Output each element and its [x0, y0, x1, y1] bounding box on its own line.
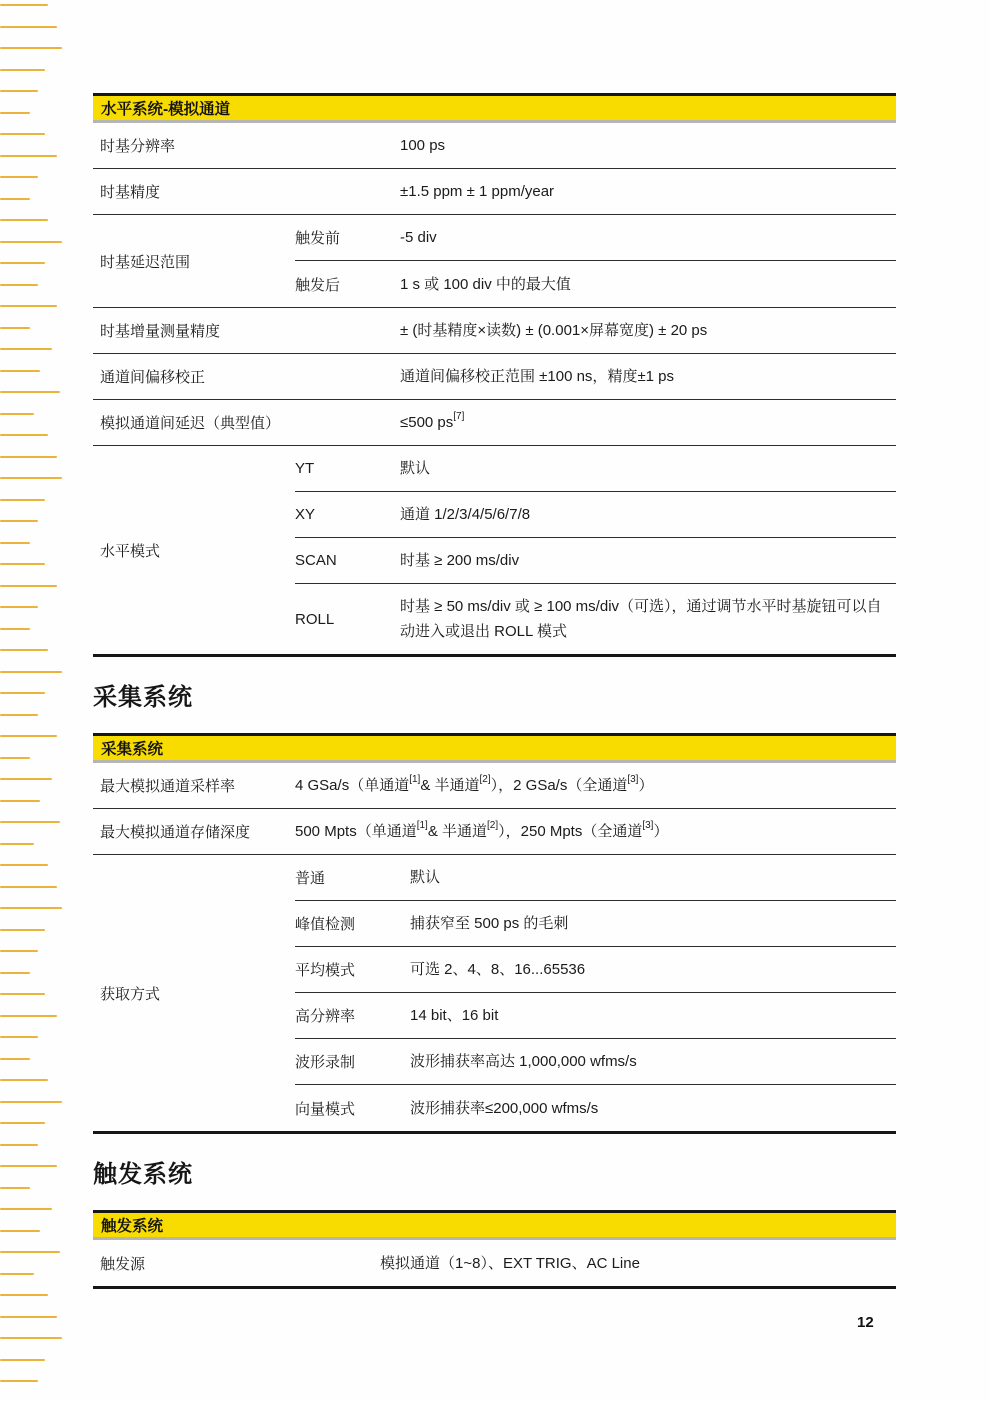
decor-line — [0, 47, 62, 49]
decor-line — [0, 671, 62, 673]
value-text: & 半通道 — [420, 777, 480, 794]
table-row — [93, 1240, 896, 1286]
section-title-trigger: 触发系统 — [93, 1161, 193, 1188]
subrow-value: -5 div — [400, 229, 437, 246]
decor-line — [0, 929, 45, 931]
row-label: 时基延迟范围 — [100, 253, 191, 271]
table-subrow — [295, 1085, 896, 1131]
table-header-label: 水平系统-模拟通道 — [101, 101, 231, 118]
table-header-bar — [93, 96, 896, 123]
subrow-value: 默认 — [410, 869, 441, 886]
table-row — [93, 855, 896, 1131]
row-label: 通道间偏移校正 — [100, 369, 206, 386]
page-content — [93, 93, 896, 1289]
value-text: ） — [653, 823, 669, 840]
decor-line — [0, 563, 45, 565]
decor-line — [0, 327, 30, 329]
decor-line — [0, 241, 62, 243]
left-decor-lines — [0, 0, 80, 1401]
table-subrow — [295, 901, 896, 947]
decor-line — [0, 714, 38, 716]
decor-line — [0, 499, 45, 501]
table-subrow — [295, 215, 896, 261]
decor-line — [0, 800, 40, 802]
decor-line — [0, 133, 45, 135]
decor-line — [0, 1101, 62, 1103]
subrow-label: 高分辨率 — [295, 1008, 356, 1025]
row-value: ± (时基精度×读数) ± (0.001×屏幕宽度) ± 20 ps — [400, 322, 708, 339]
decor-line — [0, 778, 52, 780]
table-acquisition-system — [93, 733, 896, 1134]
decor-line — [0, 90, 38, 92]
subrow-value: 时基 ≥ 200 ms/div — [400, 552, 520, 569]
decor-line — [0, 4, 48, 6]
decor-line — [0, 520, 38, 522]
subrow-label: XY — [295, 506, 316, 523]
decor-line — [0, 1165, 57, 1167]
decor-line — [0, 219, 48, 221]
subrow-label: 触发后 — [295, 276, 341, 294]
decor-line — [0, 1294, 48, 1296]
subrow-value: 波形捕获率高达 1,000,000 wfms/s — [410, 1053, 637, 1070]
row-label: 时基增量测量精度 — [100, 323, 221, 340]
subrow-label: 平均模式 — [295, 962, 356, 979]
table-subrow — [295, 446, 896, 492]
decor-line — [0, 585, 57, 587]
table-row — [93, 446, 896, 654]
decor-line — [0, 542, 30, 544]
subrow-label: 波形录制 — [295, 1054, 356, 1071]
decor-line — [0, 477, 62, 479]
decor-line — [0, 1359, 45, 1361]
row-label: 时基精度 — [100, 184, 161, 201]
decor-line — [0, 1079, 48, 1081]
table-subrow — [295, 261, 896, 307]
decor-line — [0, 176, 38, 178]
decor-line — [0, 606, 38, 608]
table-row — [93, 123, 896, 169]
decor-line — [0, 413, 34, 415]
decor-line — [0, 864, 48, 866]
table-subrow — [295, 492, 896, 538]
row-value: 通道间偏移校正范围 ±100 ns，精度±1 ps — [400, 368, 675, 385]
table-header-label: 采集系统 — [101, 741, 164, 758]
decor-line — [0, 886, 57, 888]
table-header-bar — [93, 736, 896, 763]
decor-line — [0, 1316, 57, 1318]
page-number: 12 — [857, 1314, 874, 1331]
subrow-value: 通道 1/2/3/4/5/6/7/8 — [400, 506, 531, 523]
row-label: 触发源 — [100, 1255, 146, 1273]
decor-line — [0, 26, 57, 28]
decor-line — [0, 1122, 45, 1124]
row-label: 最大模拟通道采样率 — [100, 778, 236, 795]
row-value: 100 ps — [400, 137, 446, 154]
subrow-label: YT — [295, 460, 315, 477]
table-subrow — [295, 993, 896, 1039]
row-label: 获取方式 — [100, 985, 161, 1003]
subrow-value: 波形捕获率≤200,000 wfms/s — [410, 1099, 599, 1117]
decor-line — [0, 972, 30, 974]
table-row — [93, 809, 896, 855]
subrow-group — [295, 215, 896, 307]
row-value: 模拟通道（1~8）、EXT TRIG、AC Line — [380, 1254, 640, 1272]
subrow-group — [295, 446, 896, 654]
decor-line — [0, 1230, 40, 1232]
decor-line — [0, 821, 60, 823]
decor-line — [0, 649, 48, 651]
decor-line — [0, 843, 34, 845]
row-value: ±1.5 ppm ± 1 ppm/year — [400, 183, 555, 200]
table-subrow — [295, 947, 896, 993]
table-trigger-system — [93, 1210, 896, 1289]
decor-line — [0, 262, 45, 264]
table-row — [93, 215, 896, 308]
value-text: 4 GSa/s（单通道 — [295, 777, 410, 794]
subrow-value: 时基 ≥ 50 ms/div 或 ≥ 100 ms/div（可选），通过调节水平时基旋钮可以自动进入或退出 ROLL 模式 — [400, 598, 882, 640]
decor-line — [0, 1208, 52, 1210]
decor-line — [0, 434, 48, 436]
decor-line — [0, 198, 30, 200]
subrow-label: SCAN — [295, 552, 337, 569]
subrow-label: 峰值检测 — [295, 916, 356, 933]
row-label: 时基分辨率 — [100, 138, 176, 155]
section-title-acquisition: 采集系统 — [93, 684, 193, 711]
table-header-bar — [93, 1213, 896, 1240]
decor-line — [0, 155, 57, 157]
table-row — [93, 763, 896, 809]
decor-line — [0, 1036, 38, 1038]
row-value: ≤500 ps [7] — [295, 400, 896, 445]
decor-line — [0, 1380, 38, 1382]
decor-line — [0, 348, 52, 350]
decor-line — [0, 112, 30, 114]
decor-line — [0, 950, 38, 952]
decor-line — [0, 1337, 62, 1339]
subrow-label: 普通 — [295, 870, 326, 887]
decor-line — [0, 284, 38, 286]
decor-line — [0, 692, 45, 694]
value-text: ） — [638, 777, 654, 794]
decor-line — [0, 456, 57, 458]
value-text: 500 Mpts（单通道 — [295, 823, 417, 840]
decor-line — [0, 993, 45, 995]
decor-line — [0, 757, 30, 759]
table-row — [93, 169, 896, 215]
table-row — [93, 354, 896, 400]
subrow-label: 触发前 — [295, 230, 341, 247]
row-label: 最大模拟通道存储深度 — [100, 824, 251, 841]
subrow-group — [295, 855, 896, 1131]
decor-line — [0, 69, 45, 71]
decor-line — [0, 391, 60, 393]
value-text: ），2 GSa/s（全通道 — [490, 777, 628, 794]
table-row — [93, 400, 896, 446]
table-row — [93, 308, 896, 354]
subrow-label: 向量模式 — [295, 1100, 356, 1118]
value-text: ），250 Mpts（全通道 — [498, 823, 643, 840]
table-subrow — [295, 584, 896, 654]
subrow-label: ROLL — [295, 610, 335, 628]
subrow-value: 默认 — [400, 460, 431, 477]
decor-line — [0, 1187, 30, 1189]
decor-line — [0, 305, 57, 307]
subrow-value: 14 bit、16 bit — [410, 1007, 499, 1024]
decor-line — [0, 1144, 38, 1146]
decor-line — [0, 907, 62, 909]
decor-line — [0, 1273, 34, 1275]
subrow-value: 可选 2、4、8、16...65536 — [410, 961, 586, 978]
decor-line — [0, 1058, 30, 1060]
row-value: 500 Mpts（单通道 [1] & 半通道 [2] ），250 Mpts（全通道 [3] ） — [295, 809, 896, 854]
subrow-value: 1 s 或 100 div 中的最大值 — [400, 275, 571, 293]
value-text: & 半通道 — [427, 823, 488, 840]
row-label: 模拟通道间延迟（典型值） — [100, 415, 281, 432]
table-subrow — [295, 538, 896, 584]
decor-line — [0, 735, 57, 737]
table-horizontal-system — [93, 93, 896, 657]
table-subrow — [295, 1039, 896, 1085]
decor-line — [0, 1251, 60, 1253]
decor-line — [0, 1015, 57, 1017]
value-text: ≤500 ps — [400, 414, 454, 431]
decor-line — [0, 370, 40, 372]
table-subrow — [295, 855, 896, 901]
row-value: 4 GSa/s（单通道 [1] & 半通道 [2] ），2 GSa/s（全通道 [3] ） — [295, 763, 896, 808]
row-label: 水平模式 — [100, 542, 161, 560]
decor-line — [0, 628, 30, 630]
subrow-value: 捕获窄至 500 ps 的毛刺 — [410, 915, 569, 932]
table-header-label: 触发系统 — [101, 1218, 164, 1235]
